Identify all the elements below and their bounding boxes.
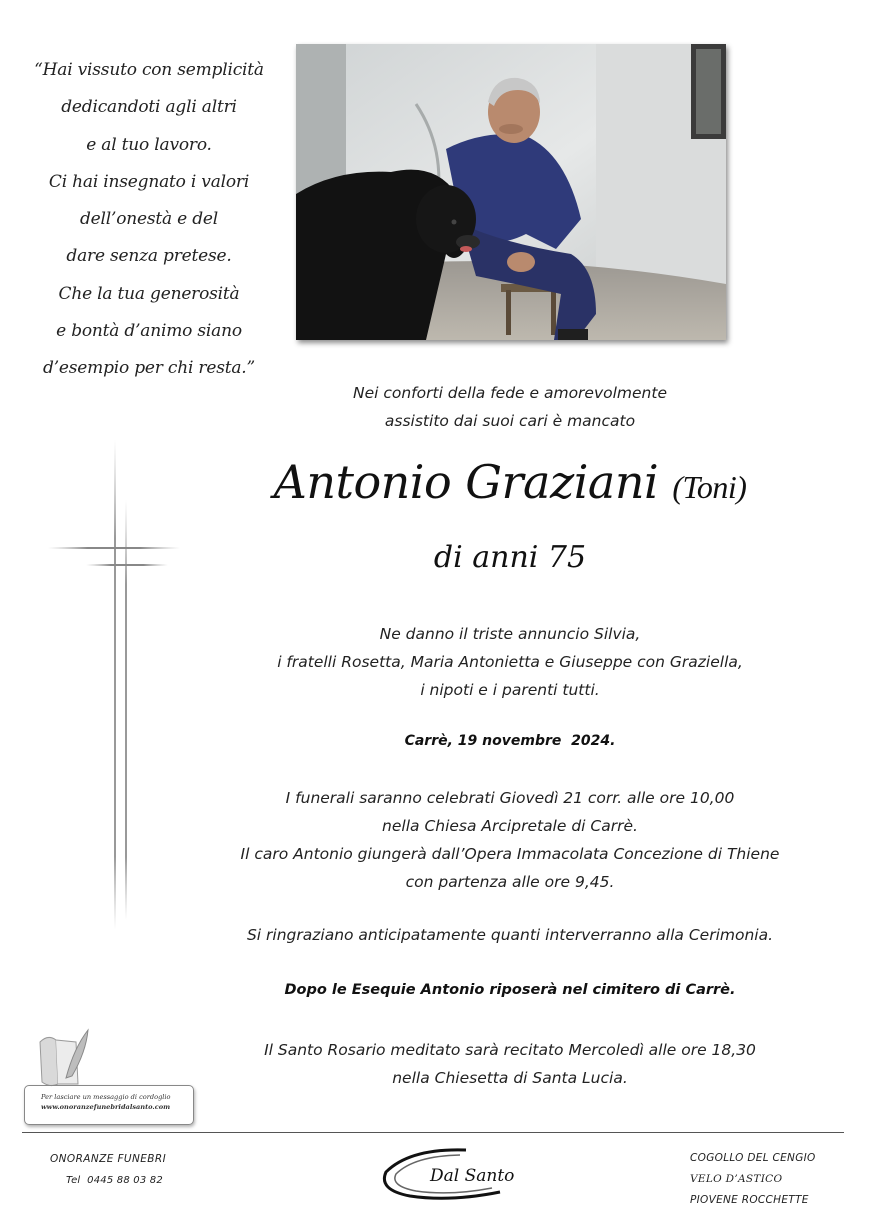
condolence-text: Per lasciare un messaggio di cordoglio <box>41 1093 171 1101</box>
location-item: VELO D’ASTICO <box>690 1173 783 1185</box>
agency-phone: Tel 0445 88 03 82 <box>66 1175 163 1186</box>
cross-icon <box>48 440 188 930</box>
poem-line: Ci hai insegnato i valori <box>48 171 250 192</box>
photo-illustration <box>296 44 726 340</box>
funeral-line: nella Chiesa Arcipretale di Carrè. <box>382 817 638 835</box>
poem-line: dell’onestà e del <box>79 209 218 230</box>
rosary-line: nella Chiesetta di Santa Lucia. <box>392 1069 628 1087</box>
deceased-name <box>200 455 820 509</box>
poem-line: dare senza pretese. <box>66 246 232 267</box>
funeral-details <box>210 784 810 896</box>
poem-line: Che la tua generosità <box>58 283 240 304</box>
poem-line: dedicandoti agli altri <box>61 97 237 118</box>
intro-line: Nei conforti della fede e amorevolmente <box>352 384 667 402</box>
intro-line: assistito dai suoi cari è mancato <box>384 411 636 430</box>
burial-text: Dopo le Esequie Antonio riposerà nel cimitero di Carrè. <box>284 982 736 998</box>
nickname: (Toni) <box>672 469 747 505</box>
announcement-line: Ne danno il triste annuncio Silvia, <box>379 625 641 643</box>
announcement <box>240 620 780 704</box>
footer-agency <box>50 1148 166 1192</box>
full-name: Antonio Graziani <box>273 455 659 509</box>
date-place: Carrè, 19 novembre 2024. <box>404 733 616 749</box>
intro-text <box>300 380 720 435</box>
footer-locations <box>690 1148 816 1211</box>
agency-title: ONORANZE FUNEBRI <box>50 1153 167 1165</box>
condolence-url[interactable]: www.onoranzefunebridalsanto.com <box>41 1103 171 1111</box>
funeral-line: Il caro Antonio giungerà dall’Opera Immacolata Concezione di Thiene <box>240 845 780 863</box>
deceased-photo <box>296 44 726 340</box>
poem-line: d’esempio per chi resta.” <box>43 358 255 379</box>
poem-line: e al tuo lavoro. <box>86 134 212 155</box>
quill-scroll-icon <box>36 1028 96 1090</box>
rosary-details <box>210 1036 810 1092</box>
age-line: di anni 75 <box>433 540 587 575</box>
memorial-poem <box>20 52 278 388</box>
logo-text: Dal Santo <box>430 1166 515 1186</box>
location-item: COGOLLO DEL CENGIO <box>690 1152 816 1164</box>
funeral-line: I funerali saranno celebrati Giovedì 21 corr. alle ore 10,00 <box>285 789 735 807</box>
announcement-line: i nipoti e i parenti tutti. <box>420 681 600 699</box>
thanks-text: Si ringraziano anticipatamente quanti interverranno alla Cerimonia. <box>246 926 774 944</box>
footer-divider <box>22 1132 844 1133</box>
announcement-line: i fratelli Rosetta, Maria Antonietta e Giuseppe con Graziella, <box>277 653 743 671</box>
location-item: PIOVENE ROCCHETTE <box>690 1194 809 1206</box>
poem-line: e bontà d’animo siano <box>56 321 242 342</box>
dal-santo-logo <box>380 1146 530 1202</box>
poem-line: “Hai vissuto con semplicità <box>34 60 264 80</box>
condolence-link-box[interactable] <box>24 1085 194 1125</box>
funeral-line: con partenza alle ore 9,45. <box>405 873 615 891</box>
rosary-line: Il Santo Rosario meditato sarà recitato Mercoledì alle ore 18,30 <box>264 1041 756 1059</box>
